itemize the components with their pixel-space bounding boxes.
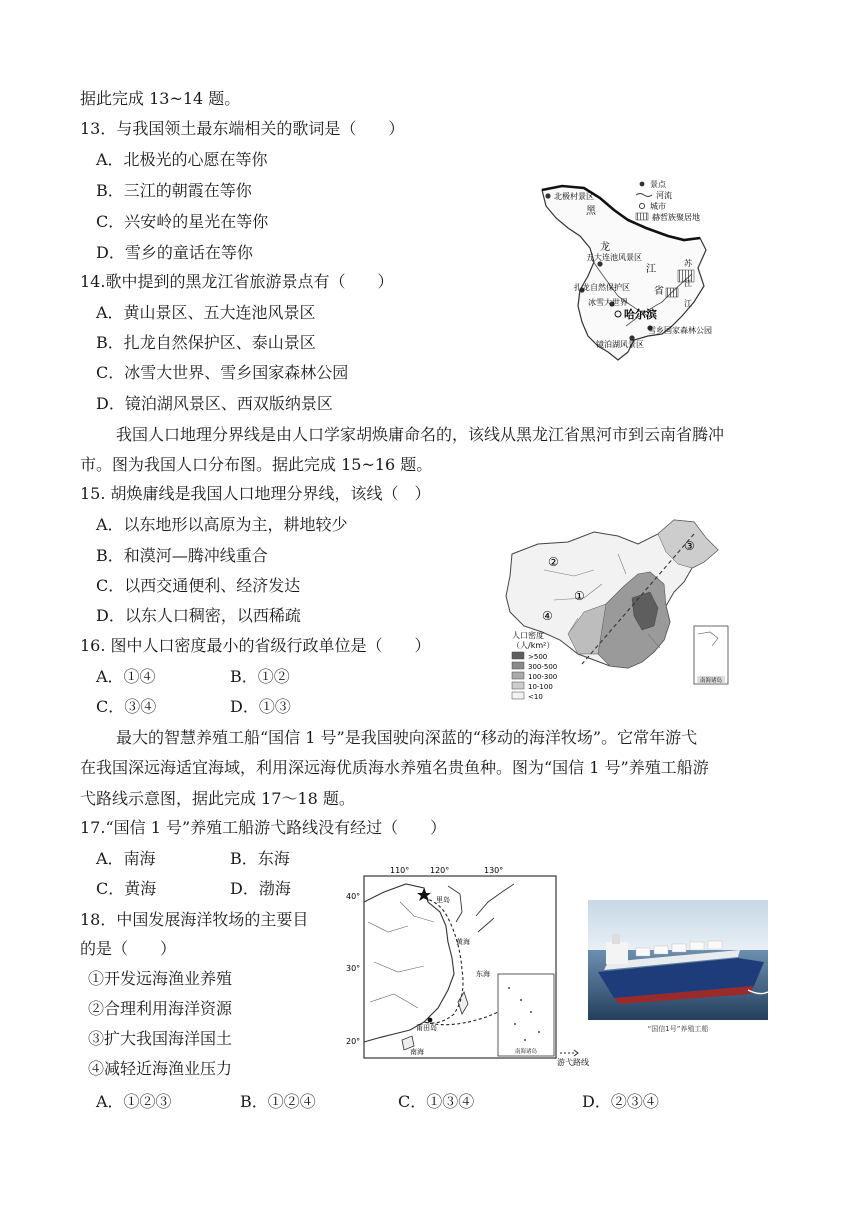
- q18-option-b: B．①②④: [240, 1092, 316, 1111]
- label-donghai: 东海: [476, 970, 490, 978]
- q18-item-4: ④减轻近海渔业压力: [88, 1059, 233, 1078]
- q13-option-b: B．三江的朝霞在等你: [96, 181, 252, 200]
- ship-funnel: [612, 934, 620, 944]
- wudalianchi-spot: [597, 261, 602, 266]
- q13-option-d: D．雪乡的童话在等你: [96, 243, 253, 262]
- putian-dot: [428, 1018, 433, 1023]
- q18-stem-line1: 18．中国发展海洋牧场的主要目: [80, 910, 309, 929]
- label-su3: 江: [684, 299, 692, 308]
- ship-route-map: [344, 862, 596, 1066]
- label-bingxue: 冰雪大世界: [588, 298, 628, 307]
- marker-4: ④: [542, 609, 553, 623]
- beijicun-spot: [545, 193, 550, 198]
- q18-option-d: D．②③④: [582, 1092, 659, 1111]
- label-harbin: 哈尔滨: [624, 308, 657, 321]
- label-xuexiang: 雪乡国家森林公园: [648, 326, 712, 335]
- q14-option-d: D．镜泊湖风景区、西双版纳景区: [96, 394, 333, 413]
- heilongjiang-tourism-map: [522, 176, 728, 370]
- label-su2: 江: [684, 279, 692, 288]
- q16-stem: 16. 图中人口密度最小的省级行政单位是（ ）: [80, 636, 431, 655]
- q14-option-b: B．扎龙自然保护区、泰山景区: [96, 333, 316, 352]
- q18-stem-line2: 的是（ ）: [80, 939, 177, 958]
- q18-item-1: ①开发远海渔业养殖: [88, 969, 233, 988]
- legend-hezhe-icon: [636, 213, 648, 220]
- marker-3: ③: [684, 539, 695, 553]
- legend-item-label: 10-100: [528, 683, 553, 691]
- q17-option-d: D．渤海: [230, 879, 291, 898]
- legend-item-label: 100-300: [528, 673, 558, 681]
- q15-option-b: B．和漠河—腾冲线重合: [96, 546, 268, 565]
- q17-option-b: B．东海: [230, 849, 290, 868]
- legend-river-icon: [636, 194, 652, 197]
- route-inset: [498, 974, 554, 1056]
- q16-option-a: A．①④: [96, 667, 156, 686]
- legend-item-label: <10: [528, 693, 543, 701]
- label-hei: 黑: [586, 206, 596, 217]
- label-jingpohu: 镜泊湖风景区: [596, 340, 644, 349]
- marker-1: ①: [574, 589, 585, 603]
- south-china-sea-inset: [694, 626, 728, 684]
- lon-130: 130°: [484, 866, 504, 875]
- label-jiang: 江: [646, 264, 656, 275]
- route-inset-label: 南海诸岛: [514, 1049, 538, 1055]
- label-nanhai: 南海: [410, 1048, 424, 1056]
- label-beijicun: 北极村景区: [554, 192, 594, 201]
- population-legend: [512, 630, 557, 701]
- q16-option-b: B．①②: [230, 667, 290, 686]
- passage-17-18-line2: 在我国深远海适宜海域，利用深远海优质海水养殖名贵鱼种。图为“国信 1 号”养殖工船游: [80, 758, 709, 777]
- q18-item-3: ③扩大我国海洋国土: [88, 1029, 233, 1048]
- q17-option-a: A．南海: [96, 849, 156, 868]
- legend-swatch: [512, 682, 524, 689]
- hezhe-settlement-area-2: [666, 288, 678, 297]
- legend-spot-icon: [640, 182, 645, 187]
- q18-option-c: C．①③④: [398, 1092, 475, 1111]
- legend-route-label: 游弋路线: [557, 1058, 589, 1066]
- legend-swatch: [512, 672, 524, 679]
- marker-2: ②: [548, 555, 559, 569]
- passage-17-18-line3: 弋路线示意图，据此完成 17～18 题。: [80, 789, 355, 808]
- q15-option-d: D．以东人口稠密，以西稀疏: [96, 606, 301, 625]
- passage-17-18-line1: 最大的智慧养殖工船“国信 1 号”是我国驶向深蓝的“移动的海洋牧场”。它常年游弋: [116, 728, 698, 747]
- passage-15-16-line2: 市。图为我国人口分布图。据此完成 15~16 题。: [80, 455, 433, 474]
- photo-caption: “国信1号”养殖工船: [647, 1025, 709, 1033]
- label-zhalong: 扎龙自然保护区: [574, 283, 630, 292]
- label-long: 龙: [600, 242, 610, 253]
- ship-bridge: [606, 942, 628, 964]
- legend-city: 城市: [650, 202, 666, 211]
- legend-river: 河流: [656, 191, 672, 200]
- legend-city-icon: [639, 203, 644, 208]
- legend-swatch: [512, 652, 524, 659]
- lat-20: 20°: [346, 1037, 361, 1046]
- q13-option-a: A．北极光的心愿在等你: [96, 150, 268, 169]
- q13-stem: 13．与我国领土最东端相关的歌词是（ ）: [80, 119, 405, 138]
- q15-stem: 15. 胡焕庸线是我国人口地理分界线，该线（ ）: [80, 484, 431, 503]
- q18-option-a: A．①②③: [96, 1092, 172, 1111]
- legend-swatch: [512, 662, 524, 669]
- legend-item-label: 300-500: [528, 663, 558, 671]
- q18-item-2: ②合理利用海洋资源: [88, 999, 233, 1018]
- inset-label: 南海诸岛: [699, 678, 723, 684]
- legend-item-label: >500: [528, 653, 548, 661]
- label-su1: 苏: [684, 259, 692, 268]
- legend-swatch: [512, 692, 524, 699]
- q14-option-a: A．黄山景区、五大连池风景区: [96, 303, 316, 322]
- heilongjiang-legend: [636, 179, 700, 222]
- q14-option-c: C．冰雪大世界、雪乡国家森林公园: [96, 363, 349, 382]
- lat-30: 30°: [346, 964, 361, 973]
- q17-option-c: C．黄海: [96, 879, 157, 898]
- lon-120: 120°: [430, 866, 450, 875]
- intro-13-14: 据此完成 13~14 题。: [80, 89, 241, 108]
- q17-stem: 17.“国信 1 号”养殖工船游弋路线没有经过（ ）: [80, 818, 447, 837]
- lon-110: 110°: [390, 866, 410, 875]
- legend-hezhe: 赫哲族聚居地: [652, 213, 700, 222]
- q15-option-a: A．以东地形以高原为主，耕地较少: [96, 515, 348, 534]
- q16-option-d: D．①③: [230, 697, 291, 716]
- legend-spot: 景点: [650, 180, 666, 189]
- label-wudalianchi: 五大连池风景区: [586, 253, 642, 262]
- legend-unit: （人/km²）: [512, 641, 555, 650]
- label-putian: 莆田岛: [416, 1024, 437, 1032]
- population-density-map: [498, 514, 734, 708]
- label-lidao: 里岛: [436, 896, 450, 904]
- passage-15-16-line1: 我国人口地理分界线是由人口学家胡焕庸命名的，该线从黑龙江省黑河市到云南省腾冲: [116, 425, 725, 444]
- legend-title: 人口密度: [512, 631, 544, 640]
- label-sheng: 省: [654, 286, 664, 297]
- q13-option-c: C．兴安岭的星光在等你: [96, 212, 269, 231]
- lat-40: 40°: [346, 892, 361, 901]
- label-huanghai: 黄海: [456, 938, 470, 946]
- q16-option-c: C．③④: [96, 697, 157, 716]
- ship-photo: [588, 900, 768, 1036]
- q15-option-c: C．以西交通便利、经济发达: [96, 576, 301, 595]
- q14-stem: 14.歌中提到的黑龙江省旅游景点有（ ）: [80, 272, 394, 291]
